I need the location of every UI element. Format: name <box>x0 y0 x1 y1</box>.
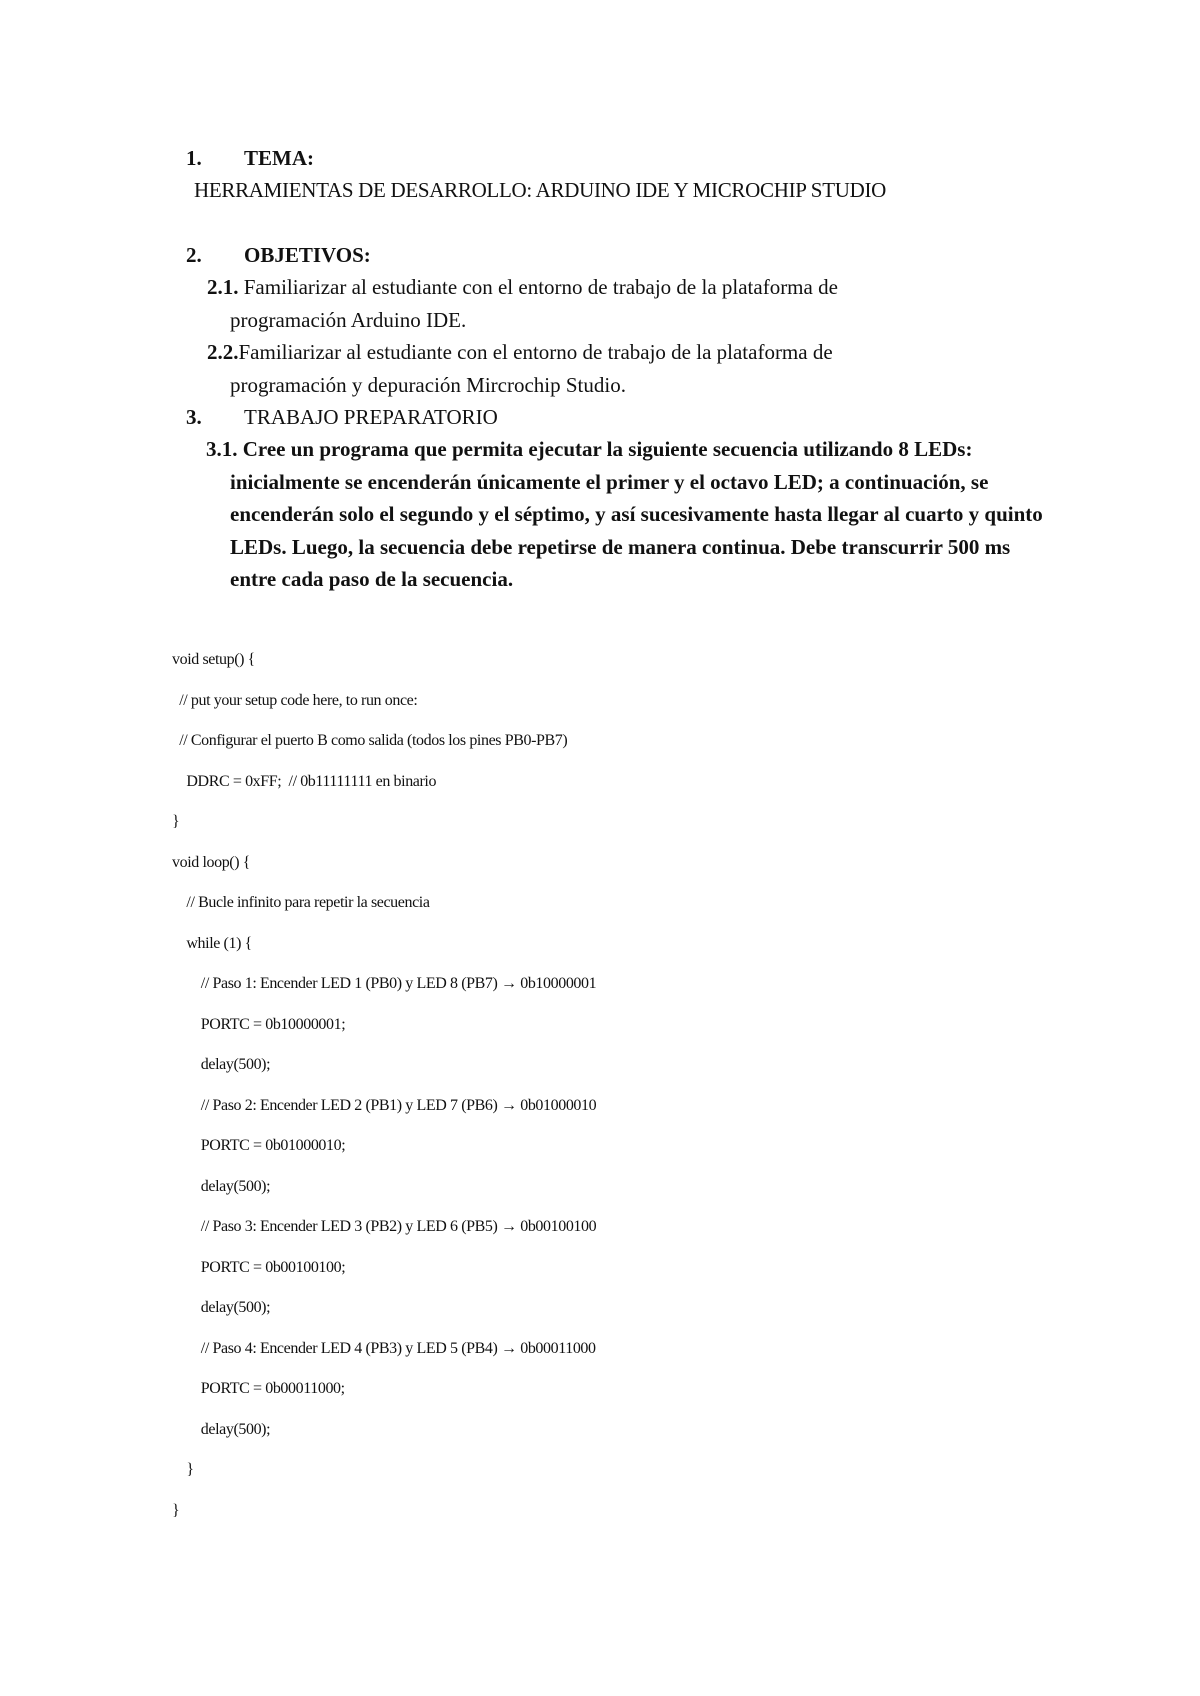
task-text: Cree un programa que permita ejecutar la siguiente secuencia utilizando 8 LEDs: inicialmente se encenderán únicamente el primer y el octavo LED; a continuación, se encenderán solo el segundo y el séptimo, y así sucesivamente hasta llegar al cuarto y quinto LEDs. Luego, la secuencia debe repetirse de manera continua. Debe transcurrir 500 ms entre cada paso de la secuencia. <box>230 437 1043 591</box>
objective-line: programación Arduino IDE. <box>230 308 467 332</box>
code-line: while (1) { <box>172 934 252 952</box>
code-line: delay(500); <box>172 1420 271 1438</box>
code-line: } <box>172 813 180 830</box>
code-line: } <box>172 1461 194 1478</box>
code-line: DDRC = 0xFF; // 0b11111111 en binario <box>172 772 437 790</box>
code-line: PORTC = 0b10000001; <box>172 1015 346 1033</box>
section3-heading: TRABAJO PREPARATORIO <box>244 405 498 429</box>
code-listing <box>172 650 596 1541</box>
code-line: } <box>172 1501 180 1519</box>
code-line: delay(500); <box>172 1056 271 1073</box>
code-line: delay(500); <box>172 1177 271 1195</box>
section1-heading: TEMA: <box>244 146 314 170</box>
code-line: // Paso 2: Encender LED 2 (PB1) y LED 7 (PB6) → 0b01000010 <box>172 1096 597 1114</box>
section1-subtitle: HERRAMIENTAS DE DESARROLLO: ARDUINO IDE Y MICROCHIP STUDIO <box>194 178 887 202</box>
code-line: PORTC = 0b00100100; <box>172 1258 346 1276</box>
code-line: PORTC = 0b00011000; <box>172 1380 345 1397</box>
section2-heading: OBJETIVOS: <box>244 243 371 267</box>
objective-number: 2.2. <box>207 340 239 364</box>
objective-item <box>207 340 833 365</box>
code-line: // put your setup code here, to run once: <box>172 691 418 709</box>
code-line: // Paso 1: Encender LED 1 (PB0) y LED 8 (PB7) → 0b10000001 <box>172 975 597 992</box>
objective-line: Familiarizar al estudiante con el entorno de trabajo de la plataforma de <box>238 275 838 299</box>
objective-number: 2.1. <box>207 275 239 299</box>
section1-number: 1. <box>186 146 202 170</box>
objective-line: Familiarizar al estudiante con el entorno de trabajo de la plataforma de <box>238 340 833 364</box>
code-line: // Bucle infinito para repetir la secuencia <box>172 894 430 911</box>
section3-number: 3. <box>186 405 202 429</box>
code-line: delay(500); <box>172 1299 271 1316</box>
task-number: 3.1. <box>206 437 238 461</box>
objective-item <box>207 275 838 300</box>
code-line: // Paso 4: Encender LED 4 (PB3) y LED 5 (PB4) → 0b00011000 <box>172 1339 596 1357</box>
code-line: void setup() { <box>172 651 255 668</box>
code-line: void loop() { <box>172 853 251 871</box>
preparatory-task <box>206 433 1060 596</box>
code-line: // Configurar el puerto B como salida (todos los pines PB0-PB7) <box>172 732 568 749</box>
code-line: PORTC = 0b01000010; <box>172 1137 346 1154</box>
objective-line: programación y depuración Mircrochip Studio. <box>230 373 626 397</box>
section2-number: 2. <box>186 243 202 267</box>
code-line: // Paso 3: Encender LED 3 (PB2) y LED 6 (PB5) → 0b00100100 <box>172 1218 597 1235</box>
